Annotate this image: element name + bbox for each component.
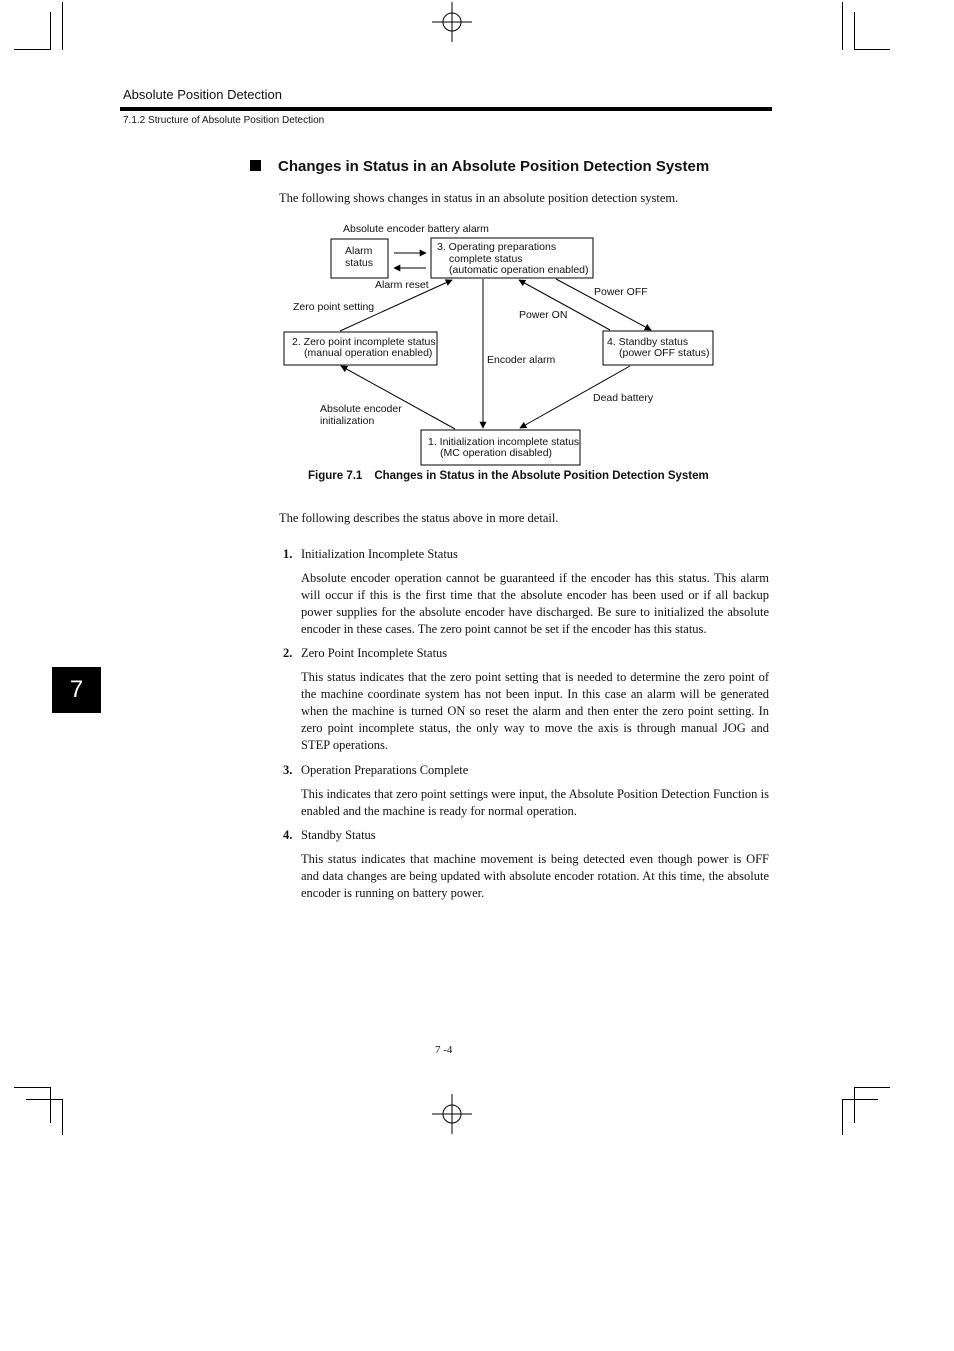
crop-mark bbox=[854, 12, 855, 50]
page-number: 7 -4 bbox=[435, 1044, 453, 1056]
running-head: Absolute Position Detection bbox=[123, 87, 282, 102]
header-rule bbox=[120, 107, 772, 111]
crop-mark bbox=[842, 2, 843, 50]
label-abs-init-line2: initialization bbox=[320, 415, 375, 427]
registration-mark bbox=[432, 1094, 472, 1134]
intro-paragraph: The following shows changes in status in an absolute position detection system. bbox=[279, 191, 679, 205]
crop-mark bbox=[854, 1087, 855, 1123]
crop-mark bbox=[50, 12, 51, 50]
figure-caption bbox=[308, 470, 709, 482]
standby-status-box bbox=[603, 331, 713, 365]
label-dead-battery: Dead battery bbox=[593, 392, 654, 404]
op-box-line2: complete status bbox=[449, 253, 523, 265]
figure-number: Figure 7.1 bbox=[308, 470, 363, 482]
item-title: Operation Preparations Complete bbox=[301, 763, 469, 777]
item-number: 4. bbox=[283, 828, 293, 842]
initialization-incomplete-box bbox=[421, 430, 580, 465]
crop-mark bbox=[14, 49, 50, 50]
section-title bbox=[250, 158, 709, 175]
section-title-text: Changes in Status in an Absolute Position Detection System bbox=[278, 158, 710, 175]
item-title: Zero Point Incomplete Status bbox=[301, 646, 448, 660]
standby-box-line2: (power OFF status) bbox=[619, 347, 710, 359]
init-box-line2: (MC operation disabled) bbox=[440, 447, 553, 459]
item-number: 2. bbox=[283, 646, 293, 660]
crop-mark bbox=[842, 1099, 878, 1100]
list-item bbox=[283, 645, 769, 755]
label-abs-init-line1: Absolute encoder bbox=[320, 403, 402, 415]
crop-mark bbox=[26, 1099, 62, 1100]
label-power-on: Power ON bbox=[519, 309, 568, 321]
item-number: 1. bbox=[283, 547, 293, 561]
crop-mark bbox=[62, 1099, 63, 1135]
op-box-line3: (automatic operation enabled) bbox=[449, 264, 589, 276]
item-body: This status indicates that the zero point setting that is needed to determine the zero point of the machine coordinate system has not been input. In this case an alarm will be generated when the machine is turned ON so reset the alarm and then enter the zero point setting. In zero point incomplete status, the only way to move the axis is through manual JOG and STEP operations. bbox=[301, 670, 769, 752]
label-alarm-reset: Alarm reset bbox=[375, 279, 429, 291]
figure-caption-text: Changes in Status in the Absolute Position Detection System bbox=[374, 470, 709, 482]
alarm-box-line2: status bbox=[345, 257, 374, 269]
crop-mark bbox=[50, 1087, 51, 1123]
square-bullet-icon bbox=[250, 160, 261, 171]
item-body: This status indicates that machine movement is being detected even though power is OFF and data changes are being updated with absolute encoder rotation. At this time, the absolute encoder is running on battery power. bbox=[301, 852, 769, 900]
label-battery-alarm: Absolute encoder battery alarm bbox=[343, 223, 489, 235]
zero-box-line2: (manual operation enabled) bbox=[304, 347, 433, 359]
zero-box-line1: 2. Zero point incomplete status bbox=[292, 336, 436, 348]
list-item bbox=[283, 827, 769, 907]
status-diagram bbox=[280, 218, 740, 468]
standby-box-line1: 4. Standby status bbox=[607, 336, 689, 348]
item-number: 3. bbox=[283, 763, 293, 777]
item-body: Absolute encoder operation cannot be guaranteed if the encoder has this status. This alarm will occur if this is the first time that the absolute encoder has been used or if all backup power supplies for the absolute encoder have discharged. Be sure to initialized the absolute encoder in these cases. The zero point cannot be set if the encoder has this status. bbox=[301, 571, 769, 636]
item-body: This indicates that zero point settings were input, the Absolute Position Detection Function is enabled and the machine is ready for normal operation. bbox=[301, 787, 769, 818]
chapter-tab: 7 bbox=[52, 667, 101, 713]
crop-mark bbox=[842, 1099, 843, 1135]
op-box-line1: 3. Operating preparations bbox=[437, 241, 557, 253]
operating-preparations-box bbox=[431, 238, 593, 278]
init-box-line1: 1. Initialization incomplete status bbox=[428, 436, 580, 448]
alarm-status-box bbox=[331, 239, 388, 278]
zero-point-incomplete-box bbox=[284, 332, 437, 365]
list-item bbox=[283, 762, 769, 822]
detail-intro: The following describes the status above in more detail. bbox=[279, 511, 559, 525]
item-title: Standby Status bbox=[301, 828, 376, 842]
label-power-off: Power OFF bbox=[594, 286, 648, 298]
item-title: Initialization Incomplete Status bbox=[301, 547, 458, 561]
list-item bbox=[283, 546, 769, 636]
crop-mark bbox=[854, 1087, 890, 1088]
sub-head: 7.1.2 Structure of Absolute Position Detection bbox=[123, 115, 325, 126]
crop-mark bbox=[14, 1087, 50, 1088]
label-encoder-alarm: Encoder alarm bbox=[487, 354, 556, 366]
crop-mark bbox=[854, 49, 890, 50]
label-zero-point-setting: Zero point setting bbox=[293, 301, 375, 313]
crop-mark bbox=[62, 2, 63, 50]
registration-mark bbox=[432, 2, 472, 42]
alarm-box-line1: Alarm bbox=[345, 245, 373, 257]
